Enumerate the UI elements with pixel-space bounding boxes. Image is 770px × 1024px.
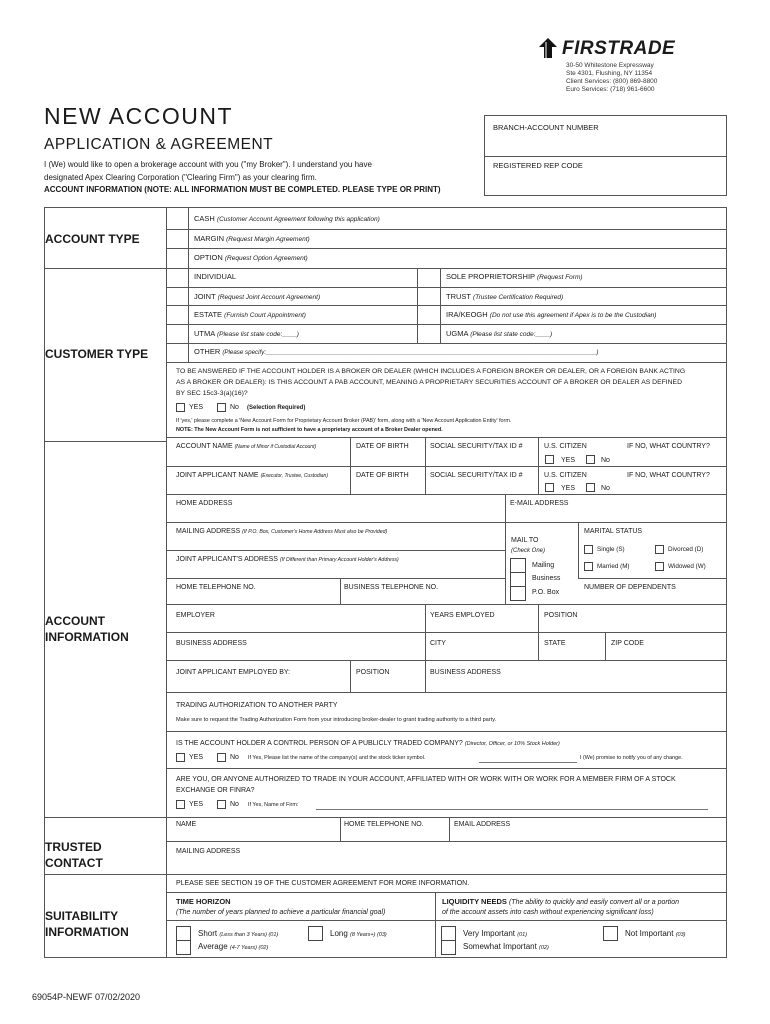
column-divider [425, 660, 426, 692]
liquidity-not-text: Not Important [625, 929, 674, 938]
sole-note: (Request Form) [537, 274, 583, 281]
margin-label [194, 234, 310, 244]
business-address-label: BUSINESS ADDRESS [176, 640, 247, 647]
option-checkbox[interactable] [166, 248, 188, 268]
column-divider [505, 494, 506, 522]
other-checkbox[interactable] [166, 343, 188, 362]
section-divider [44, 817, 166, 818]
mailing-address-text: MAILING ADDRESS [176, 528, 241, 535]
row-divider [166, 550, 505, 551]
option-label [194, 253, 308, 263]
email-label: E-MAIL ADDRESS [510, 500, 569, 507]
control-question-note: (Director, Officer, or 10% Stock Holder) [464, 741, 560, 747]
mail-to-label: MAIL TO [511, 537, 539, 544]
pab-yes-checkbox[interactable] [176, 403, 185, 412]
sole-proprietorship-checkbox[interactable] [417, 268, 440, 287]
form-code: 69054P-NEWF 07/02/2020 [32, 992, 141, 1002]
row-divider [166, 632, 727, 633]
section-trusted-contact-line1: TRUSTED [45, 840, 102, 854]
time-long-text: Long [330, 929, 348, 938]
trust-note: (Trustee Certification Required) [472, 294, 564, 301]
dob-label: DATE OF BIRTH [356, 443, 409, 450]
employer-label: EMPLOYER [176, 612, 215, 619]
mail-to-pobox-checkbox[interactable] [510, 586, 526, 601]
business-phone-label: BUSINESS TELEPHONE NO. [344, 584, 439, 591]
section-account-information-line2: INFORMATION [45, 630, 129, 645]
joint-employed-by-label: JOINT APPLICANT EMPLOYED BY: [176, 669, 291, 676]
row-divider [166, 892, 727, 893]
position-label: POSITION [544, 612, 578, 619]
time-short-label [198, 929, 278, 939]
finra-question-line1: ARE YOU, OR ANYONE AUTHORIZED TO TRADE IN YOUR ACCOUNT, AFFILIATED WITH OR WORK WITH OR WORK FOR A MEMBER FIRM OF A STOCK [176, 776, 676, 783]
time-long-checkbox[interactable] [308, 926, 323, 941]
time-average-text: Average [198, 942, 228, 951]
pab-no-label: No [230, 404, 239, 411]
joint-dob-label: DATE OF BIRTH [356, 472, 409, 479]
row-divider [166, 874, 727, 875]
column-divider [449, 817, 450, 841]
row-divider [166, 437, 727, 438]
joint-applicant-name-label [176, 472, 328, 480]
joint-address-text: JOINT APPLICANT'S ADDRESS [176, 556, 278, 563]
row-divider [166, 768, 727, 769]
control-no-label: No [230, 754, 239, 761]
column-divider [435, 892, 436, 958]
time-horizon-note: (The number of years planned to achieve a particular financial goal) [176, 909, 386, 916]
row-divider [166, 466, 727, 467]
time-long-label [330, 929, 387, 939]
us-citizen-no-checkbox[interactable] [586, 455, 595, 464]
registered-rep-code-label: REGISTERED REP CODE [493, 161, 583, 170]
mail-to-pobox-label: P.O. Box [532, 589, 560, 596]
control-company-input[interactable] [479, 762, 577, 763]
logo-address-1: 30-50 Whitestone Expressway [566, 62, 654, 69]
other-label [194, 347, 598, 356]
section-suitability-information [45, 908, 165, 940]
finra-firm-input[interactable] [316, 809, 708, 810]
page-title: NEW ACCOUNT [44, 103, 233, 129]
estate-label [194, 310, 306, 320]
row-divider [166, 305, 727, 306]
sole-proprietorship-label [446, 272, 583, 282]
section-account-information-line1: ACCOUNT [45, 614, 105, 628]
finra-question-line2: EXCHANGE OR FINRA? [176, 787, 255, 794]
ugma-note: (Please list state code:____) [470, 331, 553, 338]
marital-status-label: MARITAL STATUS [584, 528, 643, 535]
finra-if-yes-label: If Yes, Name of Firm: [248, 802, 299, 808]
liquidity-not-note: (03) [675, 932, 686, 938]
joint-us-citizen-label: U.S. CITIZEN [544, 472, 587, 479]
liquidity-note-2: of the account assets into cash without experiencing significant loss) [442, 909, 654, 916]
joint-us-citizen-yes-checkbox[interactable] [545, 483, 554, 492]
pab-note-2: NOTE: The New Account Form is not sufficient to have a proprietary account of a Broker Dealer opened. [176, 427, 443, 433]
logo-address-3: Client Services: (800) 869-8800 [566, 78, 658, 85]
marital-widowed-label: Widowed (W) [668, 563, 706, 570]
liquidity-very-label [463, 929, 527, 939]
liquidity-label [442, 897, 679, 907]
row-divider [166, 692, 727, 693]
marital-married-checkbox[interactable] [584, 562, 593, 571]
row-divider [166, 578, 505, 579]
control-yes-checkbox[interactable] [176, 753, 185, 762]
utma-checkbox[interactable] [166, 324, 188, 343]
pab-no-checkbox[interactable] [217, 403, 226, 412]
section-suitability-line2: INFORMATION [45, 925, 129, 940]
checkbox-column-divider [188, 207, 189, 362]
control-yes-label: YES [189, 754, 204, 761]
joint-us-citizen-no-label: No [601, 485, 610, 492]
joint-text: JOINT [194, 292, 216, 301]
control-if-yes-label: If Yes, Please list the name of the company(s) and the stock ticker symbol. [248, 755, 426, 761]
section-divider [44, 268, 166, 269]
joint-note: (Request Joint Account Agreement) [217, 294, 321, 301]
liquidity-very-checkbox[interactable] [441, 926, 456, 941]
row-divider [166, 841, 727, 842]
joint-business-address-label: BUSINESS ADDRESS [430, 669, 501, 676]
page-subtitle: APPLICATION & AGREEMENT [44, 136, 274, 153]
ugma-label [446, 329, 552, 339]
registered-rep-code-field[interactable] [484, 156, 727, 196]
joint-name-note: (Executor, Trustee, Custodian) [260, 473, 328, 479]
row-divider [166, 324, 727, 325]
branch-account-number-field[interactable] [484, 115, 727, 157]
row-divider [166, 817, 727, 818]
joint-us-citizen-yes-label: YES [561, 485, 576, 492]
trusted-phone-label: HOME TELEPHONE NO. [344, 821, 424, 828]
zip-code-label: ZIP CODE [611, 640, 644, 647]
estate-checkbox[interactable] [166, 305, 188, 324]
row-divider [166, 604, 727, 605]
logo-address-2: Ste 4301, Flushing, NY 11354 [566, 70, 653, 77]
ssn-label: SOCIAL SECURITY/TAX ID # [430, 443, 523, 450]
intro-line-2: designated Apex Clearing Corporation ("Clearing Firm") as your clearing firm. [44, 173, 317, 182]
pab-note-1: If 'yes,' please complete a 'New Account Form for Proprietary Account Broker (PAB)' form, along with a 'New Account Application Entity' form. [176, 418, 512, 424]
finra-yes-checkbox[interactable] [176, 800, 185, 809]
trust-text: TRUST [446, 292, 471, 301]
if-no-country-label: IF NO, WHAT COUNTRY? [627, 443, 710, 450]
liquidity-very-note: (01) [517, 932, 528, 938]
cash-note: (Customer Account Agreement following this application) [216, 216, 380, 223]
branch-account-number-label: BRANCH-ACCOUNT NUMBER [493, 123, 599, 132]
marital-widowed-checkbox[interactable] [655, 562, 664, 571]
column-divider [605, 632, 606, 660]
marital-single-label: Single (S) [597, 546, 625, 553]
account-name-text: ACCOUNT NAME [176, 443, 233, 450]
section-account-type: ACCOUNT TYPE [45, 232, 140, 246]
time-short-note: (Less than 3 Years) (01) [219, 932, 279, 938]
account-name-label [176, 443, 316, 451]
control-person-question [176, 740, 560, 748]
liquidity-very-text: Very Important [463, 929, 516, 938]
row-divider [166, 268, 727, 269]
pab-question-line3: BY SEC 15c3-3(a)(16)? [176, 390, 248, 397]
time-short-checkbox[interactable] [176, 926, 191, 941]
trading-authorization-note: Make sure to request the Trading Authorization Form from your introducing broker-dealer to grant trading authority to a third party. [176, 717, 497, 723]
other-note: (Please specify:________________________________________________________________________________________________) [222, 349, 599, 356]
logo-address-4: Euro Services: (718) 961-6600 [566, 86, 655, 93]
finra-yes-label: YES [189, 801, 204, 808]
liquidity-somewhat-checkbox[interactable] [441, 940, 456, 955]
column-divider [340, 578, 341, 604]
marital-divorced-label: Divorced (D) [668, 546, 704, 553]
marital-married-label: Married (M) [597, 563, 630, 570]
trusted-name-label: NAME [176, 821, 197, 828]
row-divider [166, 660, 727, 661]
sole-text: SOLE PROPRIETORSHIP [446, 272, 535, 281]
joint-ssn-label: SOCIAL SECURITY/TAX ID # [430, 472, 523, 479]
column-divider [350, 660, 351, 692]
row-divider [578, 578, 727, 579]
pab-question-line2: AS A BROKER OR DEALER): IS THIS ACCOUNT A PAB ACCOUNT, MEANING A PROPRIETARY SECURITIES ACCOUNT OF A BROKER OR DEALER AS DEFINED [176, 379, 682, 386]
trusted-email-label: EMAIL ADDRESS [454, 821, 511, 828]
finra-no-checkbox[interactable] [217, 800, 226, 809]
us-citizen-yes-label: YES [561, 457, 576, 464]
utma-text: UTMA [194, 329, 215, 338]
liquidity-not-checkbox[interactable] [603, 926, 618, 941]
us-citizen-label: U.S. CITIZEN [544, 443, 587, 450]
home-address-label: HOME ADDRESS [176, 500, 233, 507]
ira-keogh-checkbox[interactable] [417, 305, 440, 324]
ira-note: (Do not use this agreement if Apex is to be the Custodian) [489, 312, 657, 319]
time-average-label [198, 942, 268, 952]
check-one-label: (Check One) [511, 548, 546, 554]
joint-us-citizen-no-checkbox[interactable] [586, 483, 595, 492]
section-customer-type: CUSTOMER TYPE [45, 347, 149, 361]
pab-question-line1: TO BE ANSWERED IF THE ACCOUNT HOLDER IS A BROKER OR DEALER (WHICH INCLUDES A FOREIGN BROKER OR DEALER, OR A FOREIGN BANK ACTING [176, 368, 686, 375]
ira-text: IRA/KEOGH [446, 310, 488, 319]
state-label: STATE [544, 640, 566, 647]
section-trusted-contact [45, 839, 165, 871]
time-short-text: Short [198, 929, 218, 938]
option-note: (Request Option Agreement) [224, 255, 308, 262]
row-divider [166, 229, 727, 230]
margin-checkbox[interactable] [166, 229, 188, 248]
time-average-checkbox[interactable] [176, 940, 191, 955]
row-divider [166, 248, 727, 249]
individual-label: INDIVIDUAL [194, 272, 237, 281]
trusted-mailing-label: MAILING ADDRESS [176, 848, 241, 855]
liquidity-note-1: (The ability to quickly and easily convert all or a portion [508, 899, 679, 906]
cash-text: CASH [194, 214, 215, 223]
control-no-checkbox[interactable] [217, 753, 226, 762]
finra-no-label: No [230, 801, 239, 808]
trust-label [446, 292, 563, 302]
mail-to-business-checkbox[interactable] [510, 572, 526, 587]
joint-label [194, 292, 320, 302]
column-divider [505, 522, 506, 604]
mail-to-business-label: Business [532, 575, 561, 582]
pab-selection-required: (Selection Required) [247, 405, 306, 411]
years-employed-label: YEARS EMPLOYED [430, 612, 495, 619]
trust-checkbox[interactable] [417, 287, 440, 305]
dependents-label: NUMBER OF DEPENDENTS [584, 584, 676, 591]
mailing-address-label [176, 528, 387, 536]
utma-note: (Please list state code:____) [216, 331, 299, 338]
individual-checkbox[interactable] [166, 268, 188, 287]
control-question-text: IS THE ACCOUNT HOLDER A CONTROL PERSON OF A PUBLICLY TRADED COMPANY? [176, 740, 463, 747]
option-text: OPTION [194, 253, 223, 262]
marital-single-checkbox[interactable] [584, 545, 593, 554]
joint-checkbox[interactable] [166, 287, 188, 305]
account-name-note: (Name of Minor if Custodial Account) [234, 444, 317, 450]
pab-yes-label: YES [189, 404, 204, 411]
row-divider [166, 362, 727, 363]
trading-authorization-label: TRADING AUTHORIZATION TO ANOTHER PARTY [176, 702, 338, 709]
ugma-text: UGMA [446, 329, 469, 338]
ugma-checkbox[interactable] [417, 324, 440, 343]
row-divider [166, 287, 727, 288]
us-citizen-no-label: No [601, 457, 610, 464]
logo-brand: FIRSTRADE [562, 38, 676, 59]
mailing-address-note: (If P.O. Box, Customer's Home Address Must also be Provided) [242, 529, 388, 535]
row-divider [166, 522, 727, 523]
row-divider [166, 920, 727, 921]
row-divider [166, 494, 727, 495]
intro-line-1: I (We) would like to open a brokerage account with you ("my Broker"). I understand you have [44, 160, 372, 169]
logo-arrow-icon [537, 38, 559, 58]
other-text: OTHER [194, 347, 221, 356]
estate-note: (Furnish Court Appointment) [224, 312, 306, 319]
joint-address-note: (If Different than Primary Account Holder's Address) [279, 557, 399, 563]
section-account-information [45, 613, 165, 645]
liquidity-somewhat-label [463, 942, 549, 952]
mail-to-mailing-label: Mailing [532, 562, 555, 569]
cash-checkbox[interactable] [166, 207, 188, 229]
intro-line-3: ACCOUNT INFORMATION (NOTE: ALL INFORMATION MUST BE COMPLETED. PLEASE TYPE OR PRINT) [44, 185, 441, 194]
section-suitability-line1: SUITABILITY [45, 909, 119, 923]
section-divider [44, 441, 166, 442]
time-long-note: (8 Years+) (03) [350, 932, 387, 938]
margin-text: MARGIN [194, 234, 224, 243]
row-divider [166, 731, 727, 732]
time-average-note: (4-7 Years) (02) [229, 945, 269, 951]
ira-keogh-label [446, 310, 656, 320]
column-divider [578, 522, 579, 578]
joint-position-label: POSITION [356, 669, 390, 676]
us-citizen-yes-checkbox[interactable] [545, 455, 554, 464]
joint-address-label [176, 556, 399, 564]
joint-if-no-country-label: IF NO, WHAT COUNTRY? [627, 472, 710, 479]
suitability-see-section: PLEASE SEE SECTION 19 OF THE CUSTOMER AGREEMENT FOR MORE INFORMATION. [176, 880, 470, 887]
marital-divorced-checkbox[interactable] [655, 545, 664, 554]
cash-label [194, 214, 380, 224]
home-phone-label: HOME TELEPHONE NO. [176, 584, 256, 591]
mail-to-mailing-checkbox[interactable] [510, 558, 526, 573]
control-promise-label: I (We) promise to notify you of any change. [580, 755, 683, 761]
city-label: CITY [430, 640, 446, 647]
utma-label [194, 329, 299, 339]
section-divider [44, 874, 166, 875]
liquidity-not-label [625, 929, 685, 939]
liquidity-somewhat-note: (02) [539, 945, 549, 951]
time-horizon-label: TIME HORIZON [176, 897, 231, 906]
section-trusted-contact-line2: CONTACT [45, 856, 103, 871]
liquidity-somewhat-text: Somewhat Important [463, 942, 537, 951]
estate-text: ESTATE [194, 310, 223, 319]
column-divider [440, 268, 441, 343]
row-divider [166, 343, 727, 344]
liquidity-title: LIQUIDITY NEEDS [442, 897, 507, 906]
column-divider [340, 817, 341, 841]
joint-name-text: JOINT APPLICANT NAME [176, 472, 259, 479]
margin-note: (Request Margin Agreement) [226, 236, 310, 243]
